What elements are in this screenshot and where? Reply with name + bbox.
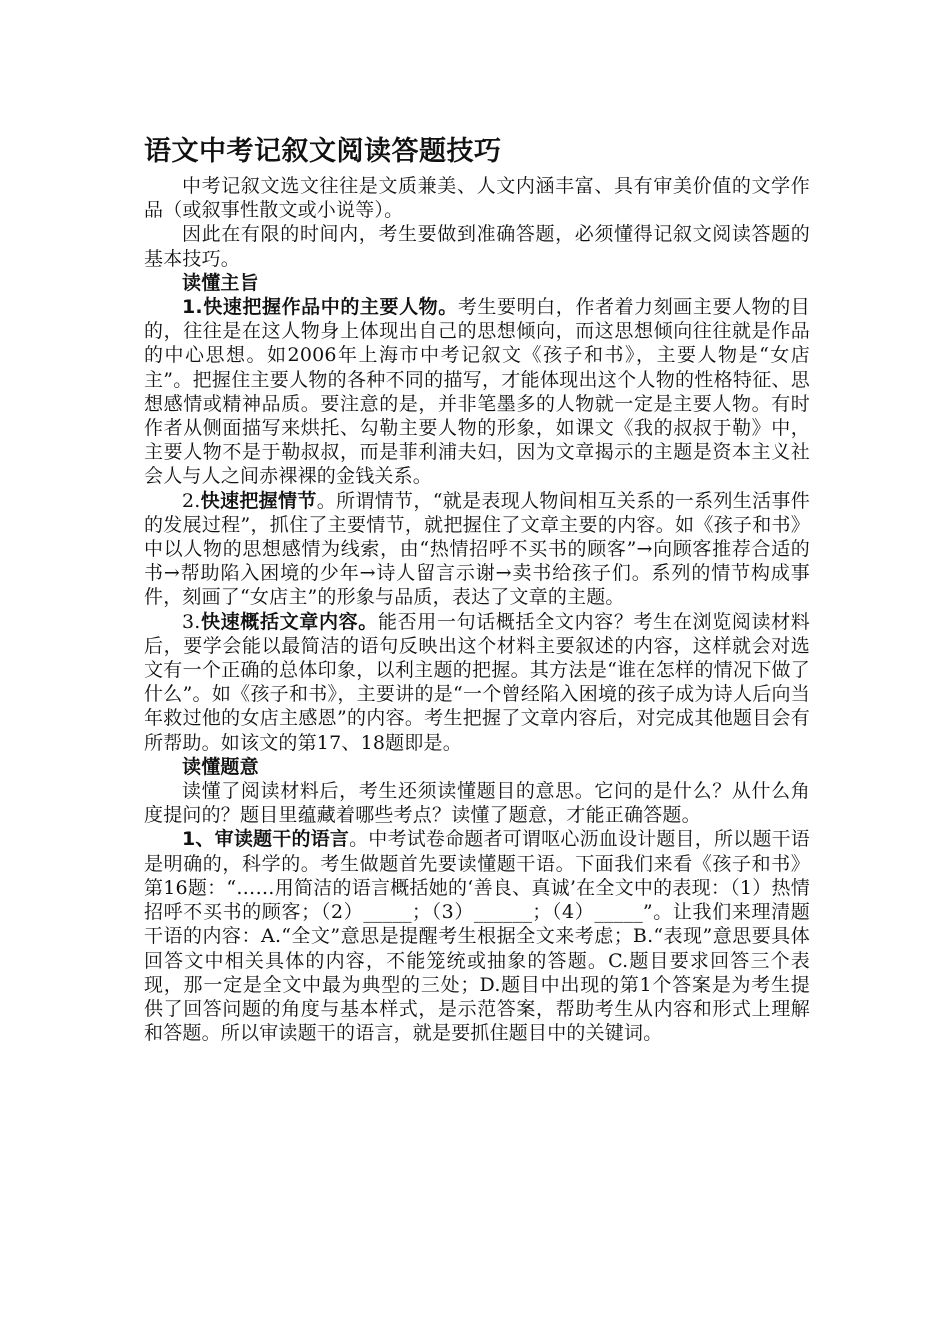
paragraph-question-intro: 读懂了阅读材料后，考生还须读懂题目的意思。它问的是什么？从什么角度提问的？题目里蕴藏着哪些考点？读懂了题意，才能正确答题。 [144, 780, 810, 827]
paragraph-lead-plot: 快速把握情节 [200, 489, 317, 512]
paragraph-summary [144, 610, 810, 755]
paragraph-text-question-stem: 。中考试卷命题者可谓呕心沥血设计题目，所以题干语是明确的，科学的。考生做题首先要读懂题干语。下面我们来看《孩子和书》第16题：“……用简洁的语言概括她的‘善良、真诚’在全文中的表现：（1）热情招呼不买书的顾客；（2）_____；（3）______；（4）_____”。让我们来理清题干语的内容：A.“全文”意思是提醒考生根据全文来考虑；B.“表现”意思要具体回答文中相关具体的内容，不能笼统或抽象的答题。C.题目要求回答三个表现，那一定是全文中最为典型的三处；D.题目中出现的第1个答案是为考生提供了回答问题的角度与基本样式，是示范答案，帮助考生从内容和形式上理解和答题。所以审读题干的语言，就是要抓住题目中的关键词。 [144, 828, 810, 1045]
paragraph-lead-summary: 快速概括文章内容。 [200, 610, 378, 633]
paragraph-question-stem [144, 827, 810, 1045]
intro-paragraph-2: 因此在有限的时间内，考生要做到准确答题，必须懂得记叙文阅读答题的基本技巧。 [144, 223, 810, 270]
document-title: 语文中考记叙文阅读答题技巧 [144, 136, 502, 167]
paragraph-number-summary: 3. [182, 610, 201, 633]
paragraph-plot [144, 489, 810, 610]
paragraph-text-summary: 能否用一句话概括全文内容？考生在浏览阅读材料后，要学会能以最简洁的语句反映出这个材料主要叙述的内容，这样就会对选文有一个正确的总体印象，以利主题的把握。其方法是“谁在怎样的情况下做了什么”。如《孩子和书》，主要讲的是“一个曾经陷入困境的孩子成为诗人后向当年救过他的女店主感恩”的内容。考生把握了文章内容后，对完成其他题目会有所帮助。如该文的第17、18题即是。 [144, 610, 810, 754]
paragraph-text-main-character: 考生要明白，作者着力刻画主要人物的目的，往往是在这人物身上体现出自己的思想倾向，而这思想倾向往往就是作品的中心思想。如2006年上海市中考记叙文《孩子和书》，主要人物是“女店主”。把握住主要人物的各种不同的描写，才能体现出这个人物的性格特征、思想感情或精神品质。要注意的是，并非笔墨多的人物就一定是主要人物。有时作者从侧面描写来烘托、勾勒主要人物的形象，如课文《我的叔叔于勒》中，主要人物不是于勒叔叔，而是菲利浦夫妇，因为文章揭示的主题是资本主义社会人与人之间赤裸裸的金钱关系。 [144, 296, 810, 488]
paragraph-lead-question-stem: 1、审读题干的语言 [182, 828, 350, 851]
paragraph-main-character [144, 295, 810, 489]
paragraph-text-plot: 。所谓情节，“就是表现人物间相互关系的一系列生活事件的发展过程”，抓住了主要情节，就把握住了文章主要的内容。如《孩子和书》中以人物的思想感情为线索，由“热情招呼不买书的顾客”→向顾客推荐合适的书→帮助陷入困境的少年→诗人留言示谢→卖书给孩子们。系列的情节构成事件，刻画了“女店主”的形象与品质，表达了文章的主题。 [144, 489, 810, 609]
paragraph-lead-main-character: 1.快速把握作品中的主要人物。 [182, 296, 458, 319]
intro-paragraph-1: 中考记叙文选文往往是文质兼美、人文内涵丰富、具有审美价值的文学作品（或叙事性散文或小说等）。 [144, 175, 810, 222]
document-page [144, 130, 810, 1045]
section-heading-question-meaning: 读懂题意 [182, 755, 259, 778]
section-heading-main-idea: 读懂主旨 [182, 271, 259, 294]
paragraph-number-plot: 2. [182, 489, 201, 512]
document-body [144, 174, 810, 1045]
